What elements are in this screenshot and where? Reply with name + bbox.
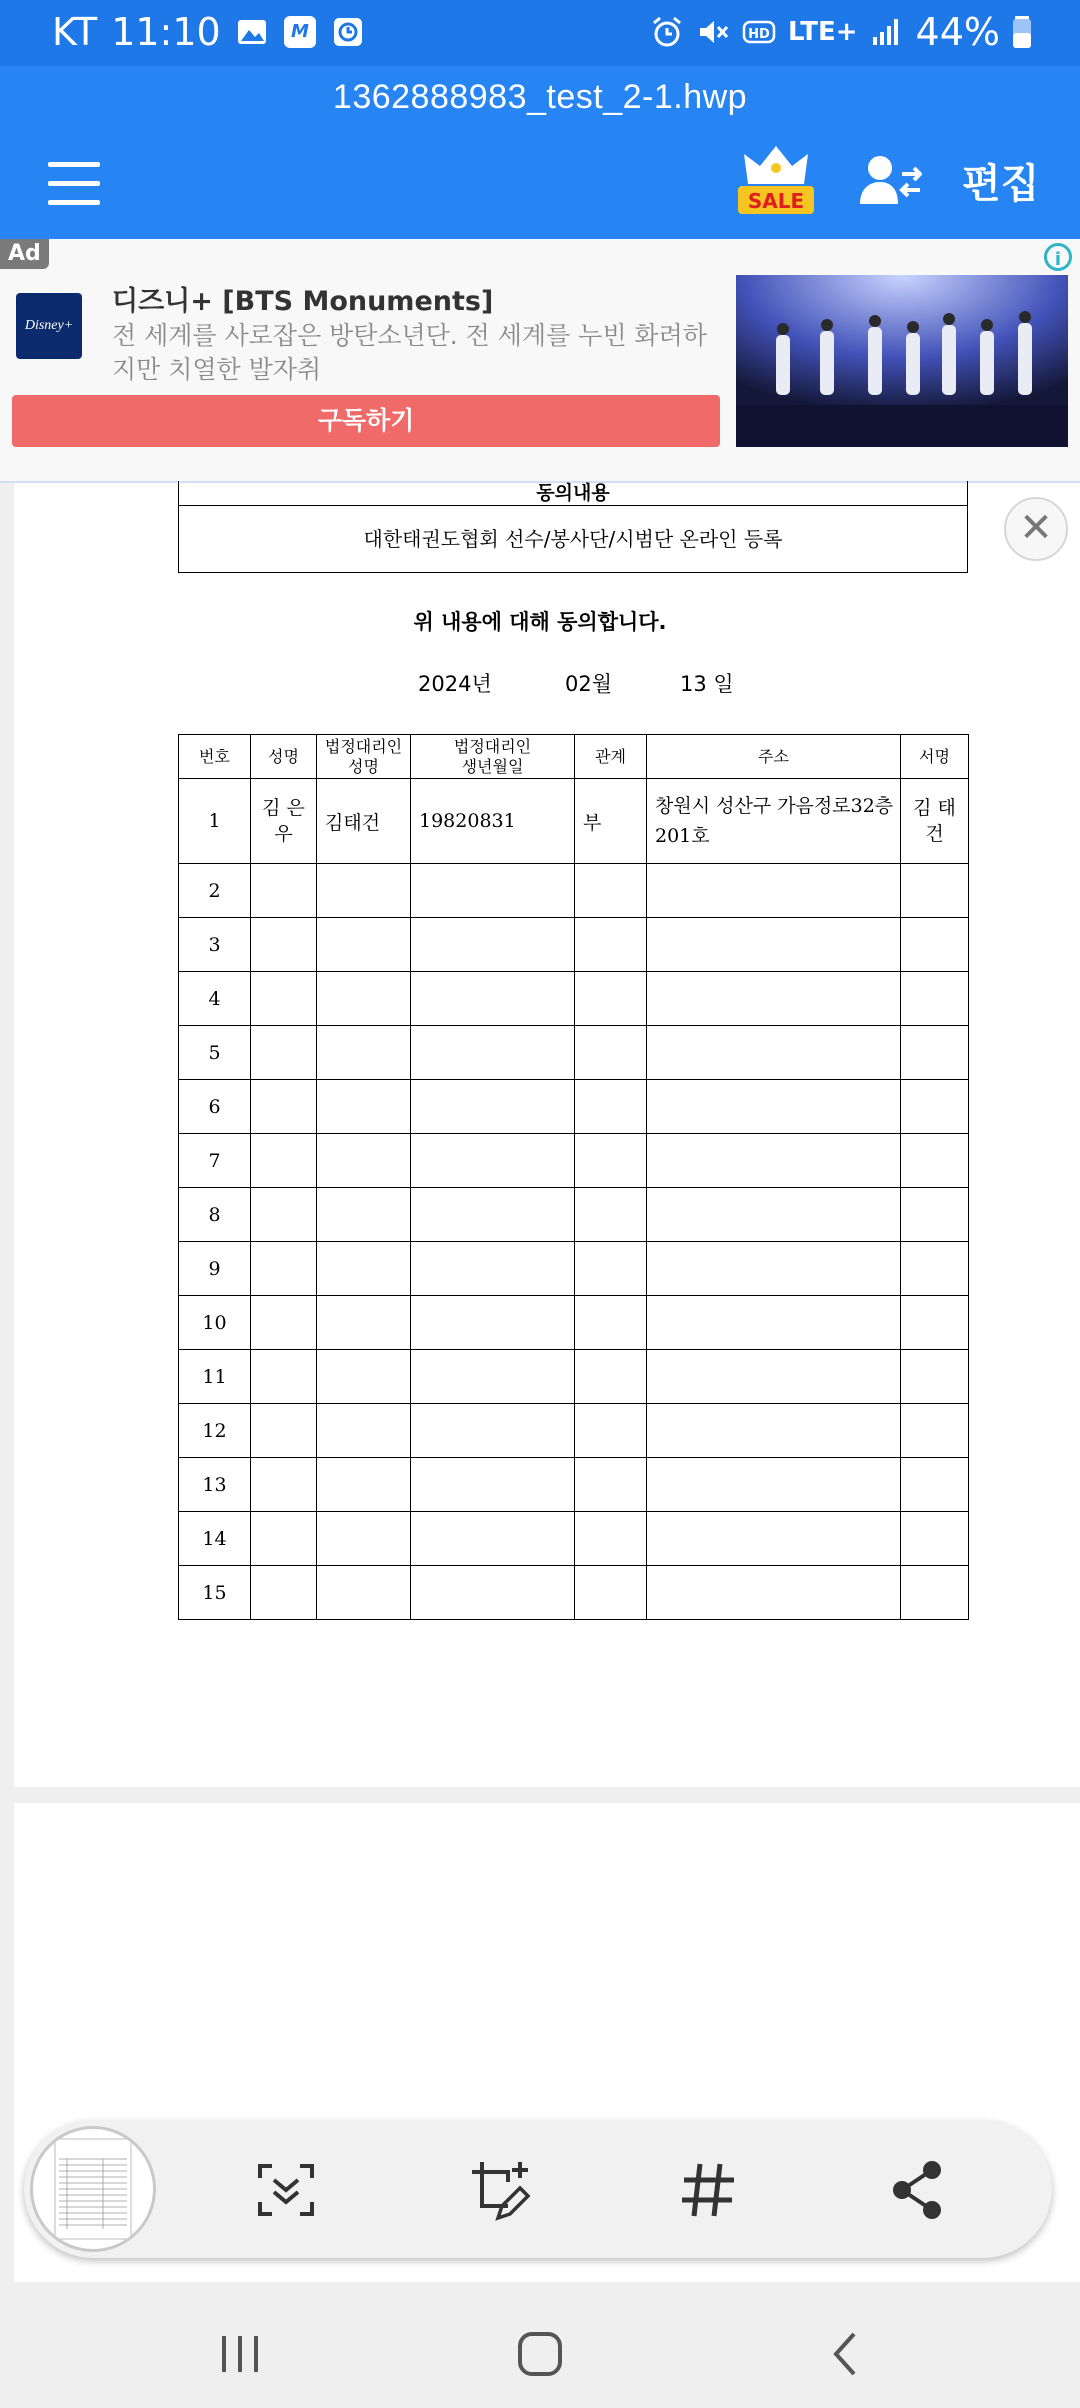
ad-tag: Ad xyxy=(0,239,49,269)
consent-box xyxy=(178,481,968,573)
ad-description: 전 세계를 사로잡은 방탄소년단. 전 세계를 누빈 화려하지만 치열한 발자취 xyxy=(112,321,707,384)
empty-cell xyxy=(647,1026,901,1080)
col-guardian-name: 법정대리인 성명 xyxy=(317,735,411,779)
table-row xyxy=(179,1188,969,1242)
empty-cell xyxy=(317,864,411,918)
empty-cell xyxy=(575,1458,647,1512)
back-icon[interactable] xyxy=(816,2324,876,2384)
row-address: 창원시 성산구 가음정로32층201호 xyxy=(647,779,901,864)
empty-cell xyxy=(251,1134,317,1188)
hd-voice-icon xyxy=(742,15,776,49)
empty-cell xyxy=(251,1296,317,1350)
edit-button[interactable]: 편집 xyxy=(962,161,1040,207)
hashtag-icon[interactable] xyxy=(676,2158,740,2222)
row-number: 8 xyxy=(179,1188,251,1242)
table-row xyxy=(179,1026,969,1080)
empty-cell xyxy=(411,1350,575,1404)
empty-cell xyxy=(411,864,575,918)
table-row xyxy=(179,1512,969,1566)
ad-image[interactable] xyxy=(736,275,1068,447)
empty-cell xyxy=(411,1512,575,1566)
empty-cell xyxy=(901,864,969,918)
empty-cell xyxy=(317,1512,411,1566)
empty-cell xyxy=(575,1026,647,1080)
empty-cell xyxy=(647,1566,901,1620)
empty-cell xyxy=(411,1080,575,1134)
empty-cell xyxy=(901,1242,969,1296)
share-icon[interactable] xyxy=(886,2158,950,2222)
col-relation: 관계 xyxy=(575,735,647,779)
empty-cell xyxy=(251,918,317,972)
menu-button[interactable] xyxy=(48,162,100,206)
empty-cell xyxy=(575,972,647,1026)
empty-cell xyxy=(251,1080,317,1134)
empty-cell xyxy=(647,1404,901,1458)
subscribe-button[interactable]: 구독하기 xyxy=(12,395,720,447)
empty-cell xyxy=(647,1512,901,1566)
row-number: 11 xyxy=(179,1350,251,1404)
empty-cell xyxy=(317,1296,411,1350)
empty-cell xyxy=(251,1350,317,1404)
document-title: 1362888983_test_2-1.hwp xyxy=(332,78,748,116)
empty-cell xyxy=(411,972,575,1026)
empty-cell xyxy=(647,972,901,1026)
row-relation: 부 xyxy=(575,779,647,864)
gallery-icon xyxy=(235,15,269,49)
sale-label: SALE xyxy=(747,189,805,213)
date-day: 13 일 xyxy=(680,672,734,696)
ad-info-icon[interactable]: i xyxy=(1044,243,1072,271)
mute-icon xyxy=(696,15,730,49)
empty-cell xyxy=(575,1566,647,1620)
table-row xyxy=(179,972,969,1026)
empty-cell xyxy=(575,864,647,918)
row-number: 3 xyxy=(179,918,251,972)
row-number: 9 xyxy=(179,1242,251,1296)
scan-icon[interactable] xyxy=(254,2158,318,2222)
empty-cell xyxy=(901,1296,969,1350)
empty-cell xyxy=(901,1134,969,1188)
close-button[interactable] xyxy=(1004,497,1068,561)
battery-icon xyxy=(1012,15,1032,49)
empty-cell xyxy=(411,1566,575,1620)
table-row xyxy=(179,864,969,918)
empty-cell xyxy=(317,1080,411,1134)
empty-cell xyxy=(575,1350,647,1404)
empty-cell xyxy=(901,1080,969,1134)
empty-cell xyxy=(411,1458,575,1512)
empty-cell xyxy=(575,1080,647,1134)
empty-cell xyxy=(647,918,901,972)
date-month: 02월 xyxy=(565,672,613,696)
user-switch-icon[interactable] xyxy=(858,152,922,210)
empty-cell xyxy=(901,1188,969,1242)
row-number: 12 xyxy=(179,1404,251,1458)
empty-cell xyxy=(411,1134,575,1188)
close-icon: ✕ xyxy=(1019,505,1053,551)
battery-percent: 44% xyxy=(915,10,1000,54)
empty-cell xyxy=(575,918,647,972)
empty-cell xyxy=(251,864,317,918)
empty-cell xyxy=(411,1242,575,1296)
hamburger-icon xyxy=(48,162,100,167)
table-row xyxy=(179,1350,969,1404)
empty-cell xyxy=(901,972,969,1026)
consent-header: 동의내용 xyxy=(179,481,967,506)
empty-cell xyxy=(411,1296,575,1350)
empty-cell xyxy=(317,1350,411,1404)
col-guardian-birth: 법정대리인 생년월일 xyxy=(411,735,575,779)
empty-cell xyxy=(901,1566,969,1620)
col-address: 주소 xyxy=(647,735,901,779)
row-name: 김 은 우 xyxy=(251,779,317,864)
table-row xyxy=(179,779,969,864)
empty-cell xyxy=(411,918,575,972)
ad-title[interactable]: 디즈니+ [BTS Monuments] xyxy=(112,286,494,317)
empty-cell xyxy=(901,1404,969,1458)
empty-cell xyxy=(251,1026,317,1080)
empty-cell xyxy=(647,1188,901,1242)
empty-cell xyxy=(411,1404,575,1458)
row-signature: 김 태 건 xyxy=(901,779,969,864)
empty-cell xyxy=(317,1134,411,1188)
empty-cell xyxy=(647,1350,901,1404)
row-number: 15 xyxy=(179,1566,251,1620)
table-header-row xyxy=(179,735,969,779)
row-number: 1 xyxy=(179,779,251,864)
empty-cell xyxy=(575,1512,647,1566)
table-row xyxy=(179,1080,969,1134)
empty-cell xyxy=(411,1188,575,1242)
empty-cell xyxy=(317,1242,411,1296)
col-number: 번호 xyxy=(179,735,251,779)
row-number: 5 xyxy=(179,1026,251,1080)
row-number: 7 xyxy=(179,1134,251,1188)
carrier-label: KT xyxy=(52,10,98,54)
row-guardian-name: 김태건 xyxy=(317,779,411,864)
empty-cell xyxy=(647,1242,901,1296)
alarm-icon xyxy=(650,15,684,49)
empty-cell xyxy=(251,1188,317,1242)
sale-crown-button[interactable] xyxy=(734,142,818,218)
empty-cell xyxy=(575,1296,647,1350)
empty-cell xyxy=(251,1566,317,1620)
table-row xyxy=(179,1242,969,1296)
screenshot-toolbar xyxy=(24,2120,1052,2258)
recents-icon[interactable] xyxy=(210,2324,270,2384)
table-row xyxy=(179,1134,969,1188)
empty-cell xyxy=(647,1134,901,1188)
empty-cell xyxy=(317,1458,411,1512)
empty-cell xyxy=(317,972,411,1026)
table-row xyxy=(179,1404,969,1458)
empty-cell xyxy=(317,1566,411,1620)
empty-cell xyxy=(575,1404,647,1458)
system-nav-bar xyxy=(0,2282,1080,2408)
status-bar xyxy=(0,0,1080,66)
empty-cell xyxy=(901,1026,969,1080)
empty-cell xyxy=(317,1026,411,1080)
row-number: 10 xyxy=(179,1296,251,1350)
consent-text: 대한태권도협회 선수/봉사단/시범단 온라인 등록 xyxy=(363,527,783,551)
empty-cell xyxy=(901,1350,969,1404)
table-row xyxy=(179,1566,969,1620)
empty-cell xyxy=(901,1512,969,1566)
date-year: 2024년 xyxy=(418,672,492,696)
empty-cell xyxy=(251,1242,317,1296)
mstock-app-icon xyxy=(283,15,317,49)
home-icon[interactable] xyxy=(510,2324,570,2384)
empty-cell xyxy=(575,1188,647,1242)
empty-cell xyxy=(317,918,411,972)
empty-cell xyxy=(647,1080,901,1134)
empty-cell xyxy=(647,1296,901,1350)
row-number: 6 xyxy=(179,1080,251,1134)
agree-statement: 위 내용에 대해 동의합니다. xyxy=(413,610,667,634)
empty-cell xyxy=(647,1458,901,1512)
row-guardian-birth: 19820831 xyxy=(411,779,575,864)
empty-cell xyxy=(317,1188,411,1242)
signal-icon xyxy=(870,15,904,49)
empty-cell xyxy=(411,1026,575,1080)
col-signature: 서명 xyxy=(901,735,969,779)
row-number: 14 xyxy=(179,1512,251,1566)
crop-edit-icon[interactable] xyxy=(468,2158,532,2222)
table-row xyxy=(179,1458,969,1512)
row-number: 4 xyxy=(179,972,251,1026)
empty-cell xyxy=(251,1404,317,1458)
table-row xyxy=(179,918,969,972)
empty-cell xyxy=(251,1512,317,1566)
table-row xyxy=(179,1296,969,1350)
clock-app-icon xyxy=(331,15,365,49)
empty-cell xyxy=(901,1458,969,1512)
clock-time: 11:10 xyxy=(111,10,221,54)
app-bar xyxy=(0,66,1080,239)
row-number: 13 xyxy=(179,1458,251,1512)
col-name: 성명 xyxy=(251,735,317,779)
empty-cell xyxy=(317,1404,411,1458)
empty-cell xyxy=(575,1134,647,1188)
empty-cell xyxy=(647,864,901,918)
disney-plus-logo: Disney+ xyxy=(16,293,82,359)
svg-text:HD: HD xyxy=(748,27,770,42)
screenshot-thumbnail[interactable] xyxy=(30,2126,156,2252)
ad-banner[interactable] xyxy=(0,239,1080,483)
row-number: 2 xyxy=(179,864,251,918)
empty-cell xyxy=(901,918,969,972)
network-type: LTE+ xyxy=(787,17,858,47)
empty-cell xyxy=(575,1242,647,1296)
empty-cell xyxy=(251,1458,317,1512)
svg-text:M: M xyxy=(290,21,309,42)
empty-cell xyxy=(251,972,317,1026)
signature-table xyxy=(178,734,969,1620)
